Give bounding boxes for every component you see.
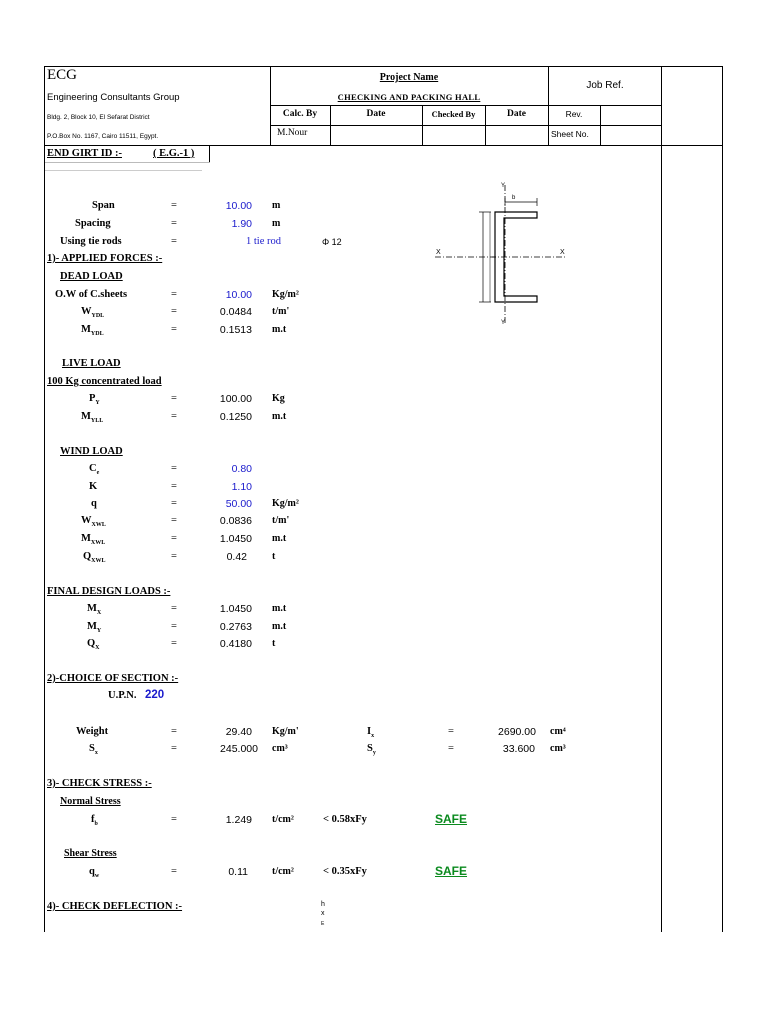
- m-yll-value: 0.1250: [219, 411, 252, 423]
- calc-by-label: Calc. By: [282, 109, 318, 119]
- frame-right: [722, 66, 723, 932]
- fb-value: 1.249: [225, 814, 252, 826]
- sy-value: 33.600: [502, 743, 535, 755]
- q-value: 50.00: [225, 498, 252, 510]
- eq-w-xwl: =: [171, 515, 177, 526]
- py-label: $P_Y$: [89, 393, 100, 407]
- tie-rods-label: Using tie rods: [60, 236, 122, 247]
- applied-forces-heading: 1)- APPLIED FORCES :-: [47, 253, 163, 264]
- section-name: U.P.N.: [108, 690, 137, 701]
- q-xwl-unit: t: [272, 551, 276, 562]
- shear-stress-heading: Shear Stress: [64, 848, 117, 859]
- axis-label-y-top: Y: [501, 183, 506, 189]
- title-box-bottom: [45, 162, 210, 163]
- qw-label: $q_w$: [89, 866, 100, 880]
- ow-sheets-unit: Kg/m²: [272, 289, 299, 300]
- my-unit: m.t: [272, 621, 287, 632]
- py-value: 100.00: [219, 393, 252, 405]
- header-row-2b: [548, 105, 662, 106]
- eq-ix: =: [448, 726, 454, 737]
- k-value: 1.10: [231, 481, 252, 493]
- q-label: q: [91, 498, 97, 509]
- qw-status-safe: SAFE: [435, 864, 468, 878]
- qx-value: 0.4180: [219, 638, 252, 650]
- qx-unit: t: [272, 638, 276, 649]
- w-ydl-label: $W_{YDL}$: [81, 306, 105, 320]
- axis-label-x-left: X: [436, 249, 441, 256]
- live-load-heading: LIVE LOAD: [62, 358, 121, 369]
- wind-load-heading: WIND LOAD: [60, 446, 123, 457]
- normal-stress-heading: Normal Stress: [60, 796, 121, 807]
- k-label: K: [89, 481, 98, 492]
- header-bottom: [44, 145, 723, 146]
- my-value: 0.2763: [219, 621, 252, 633]
- dead-load-heading: DEAD LOAD: [60, 271, 123, 282]
- qx-label: $Q_X$: [87, 638, 100, 652]
- date-label-2: Date: [507, 109, 526, 119]
- calc-by-value: M.Nour: [277, 128, 308, 138]
- company-full-name: Engineering Consultants Group: [47, 92, 180, 103]
- job-ref-label: Job Ref.: [586, 80, 624, 91]
- section-heading: 2)-CHOICE OF SECTION :-: [47, 673, 179, 684]
- axis-label-y-bottom: Y: [501, 320, 506, 326]
- channel-section-diagram: [430, 180, 590, 330]
- live-load-subheading: 100 Kg concentrated load: [47, 376, 162, 387]
- w-ydl-value: 0.0484: [219, 306, 252, 318]
- eq-qx: =: [171, 638, 177, 649]
- checked-by-label: Checked By: [431, 109, 476, 119]
- span-label: Span: [92, 200, 115, 211]
- deflection-heading: 4)- CHECK DEFLECTION :-: [47, 901, 183, 912]
- company-logo-text: ECG: [47, 67, 77, 83]
- w-xwl-value: 0.0836: [219, 515, 252, 527]
- date-label-1: Date: [366, 109, 386, 119]
- ow-sheets-value: 10.00: [225, 289, 252, 301]
- mx-label: $M_X$: [87, 603, 102, 617]
- eq-k: =: [171, 481, 177, 492]
- sy-label: $S_y$: [367, 743, 376, 757]
- company-address-2: P.O.Box No. 1167, Cairo 11511, Egypt.: [47, 133, 159, 140]
- eq-mx: =: [171, 603, 177, 614]
- q-xwl-label: $Q_{XWL}$: [83, 551, 106, 565]
- m-yll-label: $M_{YLL}$: [81, 411, 104, 425]
- m-xwl-value: 1.0450: [219, 533, 252, 545]
- eq-q: =: [171, 498, 177, 509]
- w-ydl-unit: t/m': [272, 306, 290, 317]
- eq-py: =: [171, 393, 177, 404]
- svg-text:h: h: [321, 901, 325, 908]
- weight-label: Weight: [76, 726, 109, 737]
- m-ydl-value: 0.1513: [219, 324, 252, 336]
- ix-unit: cm⁴: [550, 726, 566, 737]
- my-label: $M_Y$: [87, 621, 102, 635]
- eq-ce: =: [171, 463, 177, 474]
- project-name: CHECKING AND PACKING HALL: [337, 92, 481, 102]
- py-unit: Kg: [272, 393, 285, 404]
- qw-limit: < 0.35xFy: [323, 866, 367, 877]
- header-col-6: [600, 105, 601, 146]
- w-xwl-label: $W_{XWL}$: [81, 515, 106, 529]
- weight-unit: Kg/m': [272, 726, 299, 737]
- frame-top: [44, 66, 723, 67]
- header-row-2: [270, 125, 662, 126]
- eq-weight: =: [171, 726, 177, 737]
- stress-heading: 3)- CHECK STRESS :-: [47, 778, 152, 789]
- spacing-value: 1.90: [231, 218, 252, 230]
- header-row-1: [270, 105, 548, 106]
- rev-label: Rev.: [565, 109, 583, 119]
- tie-rods-value: 1 tie rod: [246, 236, 281, 247]
- m-xwl-unit: m.t: [272, 533, 287, 544]
- qw-value: 0.11: [228, 866, 248, 878]
- eq-sx: =: [171, 743, 177, 754]
- company-address-1: Bldg. 2, Block 10, El Sefarat District: [47, 114, 150, 121]
- dim-b-label: b: [512, 195, 516, 201]
- w-xwl-unit: t/m': [272, 515, 290, 526]
- girt-id-label: END GIRT ID :-: [47, 148, 122, 159]
- final-loads-heading: FINAL DESIGN LOADS :-: [47, 586, 171, 597]
- deflection-fragment-icon: [318, 897, 330, 927]
- ce-value: 0.80: [231, 463, 252, 475]
- fb-limit: < 0.58xFy: [323, 814, 367, 825]
- eq-m-yll: =: [171, 411, 177, 422]
- spacing-unit: m: [272, 218, 281, 229]
- sx-label: $S_x$: [89, 743, 98, 757]
- eq-fb: =: [171, 814, 177, 825]
- spacing-label: Spacing: [75, 218, 111, 229]
- title-box-bottom2: [45, 170, 202, 171]
- sx-value: 245.000: [220, 743, 258, 755]
- frame-left: [44, 66, 45, 932]
- project-name-label: Project Name: [379, 72, 439, 83]
- eq-q-xwl: =: [171, 551, 177, 562]
- eq-w-ydl: =: [171, 306, 177, 317]
- mx-value: 1.0450: [219, 603, 252, 615]
- eq-spacing: =: [171, 218, 177, 229]
- fb-status-safe: SAFE: [435, 812, 468, 826]
- eq-qw: =: [171, 866, 177, 877]
- ix-value: 2690.00: [498, 726, 536, 738]
- mx-unit: m.t: [272, 603, 287, 614]
- eq-tie: =: [171, 236, 177, 247]
- m-ydl-unit: m.t: [272, 324, 287, 335]
- m-xwl-label: $M_{XWL}$: [81, 533, 106, 547]
- tie-rod-diameter: Φ 12: [322, 237, 342, 247]
- sx-unit: cm³: [272, 743, 288, 754]
- eq-ow: =: [171, 289, 177, 300]
- ow-sheets-label: O.W of C.sheets: [55, 289, 128, 300]
- title-box-left: [209, 146, 210, 162]
- eq-m-ydl: =: [171, 324, 177, 335]
- m-ydl-label: $M_{YDL}$: [81, 324, 104, 338]
- svg-text:x: x: [321, 910, 325, 917]
- span-value: 10.00: [225, 200, 252, 212]
- girt-id-value: ( E.G.-1 ): [153, 148, 195, 159]
- axis-label-x-right: X: [560, 249, 565, 256]
- sheet-no-label: Sheet No.: [551, 129, 589, 139]
- eq-m-xwl: =: [171, 533, 177, 544]
- section-size: 220: [145, 689, 165, 701]
- svg-text:E: E: [321, 921, 325, 927]
- fb-label: $f_b$: [91, 814, 98, 828]
- fb-unit: t/cm²: [272, 814, 294, 825]
- q-unit: Kg/m²: [272, 498, 299, 509]
- q-xwl-value: 0.42: [226, 551, 247, 563]
- header-col-5: [548, 66, 549, 146]
- m-yll-unit: m.t: [272, 411, 287, 422]
- sy-unit: cm³: [550, 743, 566, 754]
- span-unit: m: [272, 200, 281, 211]
- eq-sy: =: [448, 743, 454, 754]
- ix-label: $I_x$: [367, 726, 375, 740]
- frame-inner-right: [661, 66, 662, 932]
- ce-label: $C_e$: [89, 463, 100, 477]
- eq-span: =: [171, 200, 177, 211]
- qw-unit: t/cm²: [272, 866, 294, 877]
- eq-my: =: [171, 621, 177, 632]
- weight-value: 29.40: [225, 726, 252, 738]
